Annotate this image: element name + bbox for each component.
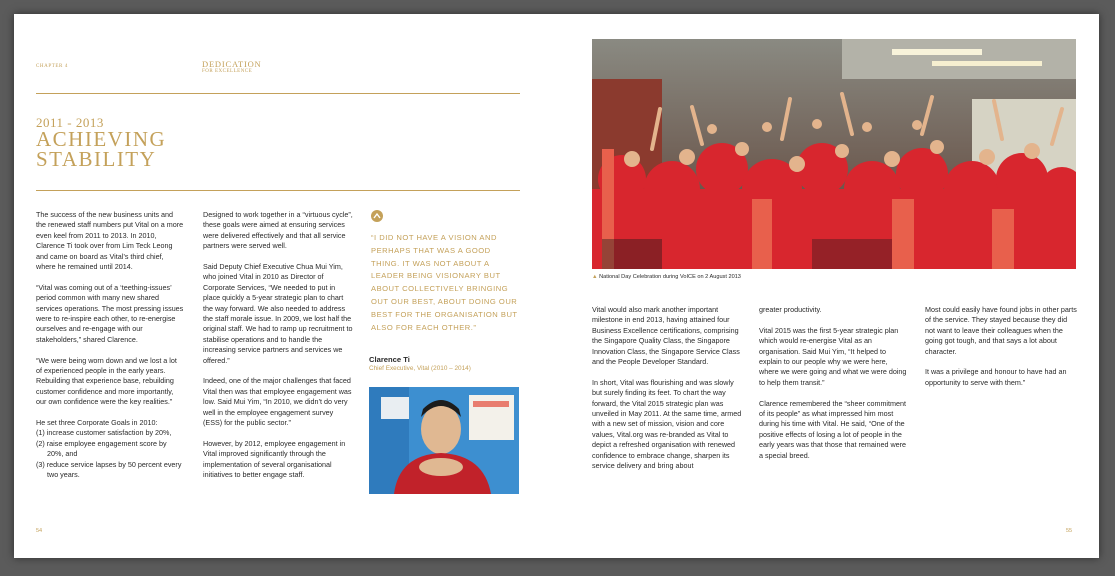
heading-rule [36, 190, 520, 191]
chevron-up-icon [371, 210, 383, 222]
column-5 [925, 305, 1077, 399]
celebration-photo [592, 39, 1076, 269]
column-2 [203, 210, 353, 491]
column-3 [592, 305, 742, 482]
list-item: (1) increase customer satisfaction by 20%, [36, 428, 172, 438]
photo-caption [592, 274, 741, 280]
section-title [202, 59, 261, 74]
paragraph: greater productivity. [759, 305, 822, 314]
header-rule [36, 93, 520, 94]
page-number-right: 55 [1066, 528, 1073, 534]
paragraph: Indeed, one of the major challenges that faced Vital then was that employee engagement was low. Said Mui Yim, “In 2010, we didn’t do very well in the employee engagement survey (ESS) for the public sector.” [203, 376, 352, 428]
column-1 [36, 210, 184, 481]
paragraph: “We were being worn down and we lost a lot of experienced people in the early years. Rebuilding that experience base, rebuilding customer confidence and more importantly, our own confidence were the key realities.” [36, 355, 177, 407]
paragraph: Vital 2015 was the first 5-year strategic plan which would re-energise Vital as an organisation. Said Mui Yim, “It helped to explain to our people why we were here, where we were going and what we were doing to help them transit.” [759, 325, 907, 387]
list-item: (2) raise employee engagement score by 20%, and [36, 438, 167, 459]
page-title [36, 129, 166, 169]
section-title-sub: FOR EXCELLENCE [202, 69, 253, 74]
quote-author-role: Chief Executive, Vital (2010 – 2014) [369, 365, 471, 372]
caption-text: National Day Celebration during VoICE on 2 August 2013 [599, 274, 741, 280]
chapter-label: CHAPTER 4 [36, 64, 68, 69]
paragraph: Most could easily have found jobs in other parts of the service. They stayed because they did not want to leave their colleagues when the going got tough, and that says a lot about character. [925, 305, 1077, 356]
column-4 [759, 305, 909, 471]
caret-up-icon: ▲ [592, 274, 598, 280]
paragraph: Clarence remembered the “sheer commitment of its people” as what impressed him most during his time with Vital. He said, “One of the positive effects of losing a lot of people in the early years was that those that remained were a special breed. [759, 398, 907, 460]
list-item: (3) reduce service lapses by 50 percent every two years. [36, 459, 182, 480]
title-line-1: ACHIEVING [36, 127, 167, 151]
paragraph: Said Deputy Chief Executive Chua Mui Yim, who joined Vital in 2010 as Director of Corporate Services, “We needed to put in place quickly a 5-year strategic plan to chart the way forward. We also needed to address the staff morale issue. In 2009, we lost half the original staff. We had to ramp up recruitment to stabilise operations and to handle the increasing service partners and services we offered.” [203, 262, 353, 365]
paragraph: The success of the new business units and the renewed staff numbers put Vital on a more even keel from 2011 to 2013. In 2010, Clarence Ti took over from Lim Teck Leong and came on board as Vital’s third chief, where he remained until 2014. [36, 210, 184, 272]
book-spread [14, 14, 1099, 558]
quote-author-name: Clarence Ti [369, 355, 410, 364]
section-title-main: DEDICATION [202, 59, 262, 69]
pull-quote: “I DID NOT HAVE A VISION AND PERHAPS THAT WAS A GOOD THING. IT WAS NOT ABOUT A LEADER BEING VISIONARY BUT ABOUT COLLECTIVELY BRINGING OUT OUR BEST, ABOUT DOING OUR BEST FOR THE ORGANISATION BUT ALSO FOR EACH OTHER.” [371, 233, 518, 332]
portrait-photo [369, 387, 519, 494]
paragraph: “Vital was coming out of a ‘teething-issues’ period common with many new shared services operations. The most pressing issues were to re-inspire each other, to re-energise ourselves and re-engage with our stakeholders,” shared Clarence. [36, 282, 184, 344]
paragraph: Vital would also mark another important milestone in end 2013, having attained four Business Excellence certifications, comprising the Singapore Quality Class, the Singapore Innovation Class, the Singapore Service Class and the People Developer Standard. [592, 305, 740, 367]
heading-years: 2011 - 2013 [36, 115, 104, 130]
page-number-left: 54 [36, 528, 43, 534]
paragraph: In short, Vital was flourishing and was slowly but surely finding its feet. To chart the way forward, the Vital 2015 strategic plan was unveiled in May 2011. At the same time, armed with a new set of mission, vision and core values, Vital.org was re-branded as Vital to depict a refreshed organisation with renewed confidence to embrace change, sharpen its service delivery and bring about [592, 377, 742, 471]
paragraph: However, by 2012, employee engagement in Vital improved significantly through the implementation of several organisational initiatives to better engage staff. [203, 438, 346, 480]
goals-list [36, 428, 184, 480]
paragraph: It was a privilege and honour to have had an opportunity to serve with them.” [925, 367, 1067, 387]
paragraph: He set three Corporate Goals in 2010: [36, 418, 158, 428]
paragraph: Designed to work together in a “virtuous cycle”, these goals were aimed at ensuring services were delivered effectively and that all service partners were served well. [203, 210, 353, 251]
title-line-2: STABILITY [36, 147, 157, 171]
